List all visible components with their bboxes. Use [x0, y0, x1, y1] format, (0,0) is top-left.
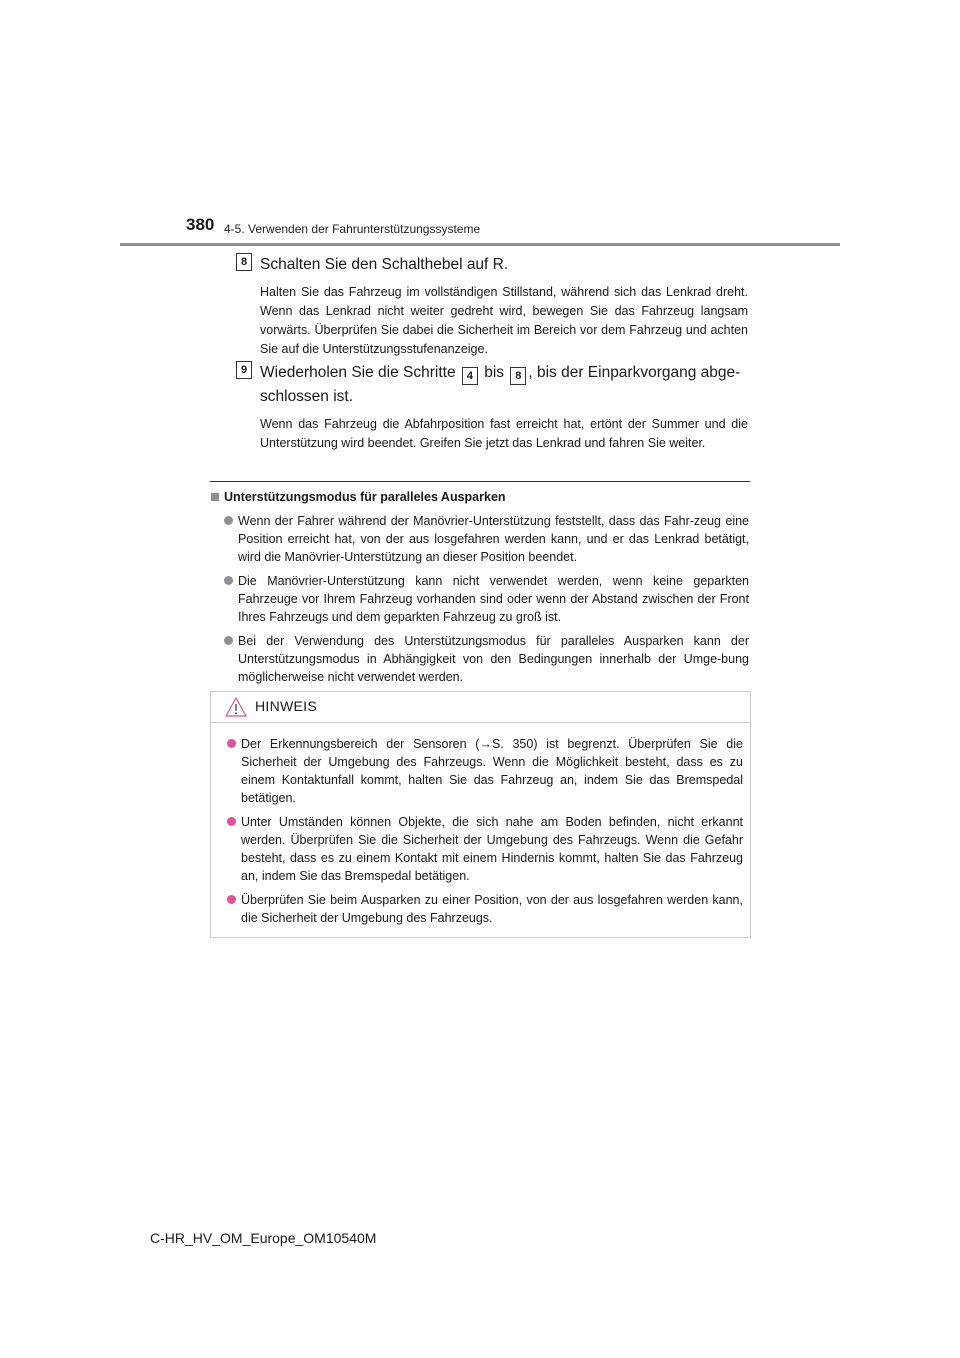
- step-body: Halten Sie das Fahrzeug im vollständigen Stillstand, während sich das Lenkrad dreht. Wenn das Lenkrad nicht weiter gedreht wird, bewegen Sie das Fahrzeug langsam vorwärts. Überprüfen Sie dabei die Sicherheit im Bereich vor dem Fahrzeug und achten Sie auf die Unterstützungsstufenanzeige.: [260, 285, 748, 356]
- bullet-dot-icon: [227, 817, 236, 826]
- section-title: 4-5. Verwenden der Fahrunterstützungssysteme: [224, 222, 481, 236]
- notice-header: [211, 692, 750, 723]
- step-title-part: , bis der Einparkvorgang abge-schlossen ist.: [260, 364, 741, 405]
- section-heading-text: Unterstützungsmodus für paralleles Ausparken: [224, 490, 506, 504]
- header-rule: [120, 243, 840, 246]
- list-item: [224, 512, 749, 566]
- step-title: Schalten Sie den Schalthebel auf R.: [260, 256, 509, 273]
- bullet-dot-icon: [224, 636, 233, 645]
- section-heading: [211, 490, 506, 504]
- list-item-text: Wenn der Fahrer während der Manövrier-Unterstützung feststellt, dass das Fahr-zeug eine Position erreicht hat, von der aus losgefahren werden kann, und er das Lenkrad betätigt, wird die Manövrier-Unterstützung an dieser Position beendet.: [238, 514, 749, 564]
- notice-title: HINWEIS: [255, 698, 317, 714]
- list-item-text: Bei der Verwendung des Unterstützungsmodus für paralleles Ausparken kann der Unterstützungsmodus in Abhängigkeit von den Bedingungen innerhalb der Umge-bung möglicherweise nicht verwendet werden.: [238, 634, 749, 684]
- warning-triangle-icon: [225, 697, 247, 717]
- step-8: [236, 253, 748, 359]
- list-item: [227, 735, 743, 807]
- list-item-text: Der Erkennungsbereich der Sensoren (→S. 350) ist begrenzt. Überprüfen Sie die Sicherheit der Umgebung des Fahrzeugs. Wenn die Möglichkeit besteht, dass es zu einem Kontaktunfall kommt, halten Sie das Fahrzeug an, indem Sie das Bremspedal betätigen.: [241, 737, 743, 805]
- notice-box: [210, 691, 751, 938]
- list-item-text: Unter Umständen können Objekte, die sich nahe am Boden befinden, nicht erkannt werden. Überprüfen Sie die Sicherheit der Umgebung des Fahrzeugs. Wenn die Gefahr besteht, dass es zu einem Kontakt mit einem Hindernis kommt, halten Sie das Fahrzeug an, indem Sie das Bremspedal betätigen.: [241, 815, 743, 883]
- notice-list: [227, 735, 743, 933]
- step-number: 8: [236, 253, 252, 271]
- bullet-dot-icon: [227, 895, 236, 904]
- list-item-text: Die Manövrier-Unterstützung kann nicht verwendet werden, wenn keine geparkten Fahrzeuge vor Ihrem Fahrzeug vorhanden sind oder wenn der Abstand zwischen der Front Ihres Fahrzeugs und dem geparkten Fahrzeug zu groß ist.: [238, 574, 749, 624]
- square-bullet-icon: [211, 493, 219, 501]
- step-reference: 4: [462, 367, 478, 385]
- step-title: [260, 361, 748, 409]
- step-body: Wenn das Fahrzeug die Abfahrposition fast erreicht hat, ertönt der Summer und die Unterstützung wird beendet. Greifen Sie jetzt das Lenkrad und fahren Sie weiter.: [260, 417, 748, 450]
- list-item: [227, 891, 743, 927]
- page-number: 380: [186, 215, 215, 234]
- step-title-part: bis: [484, 364, 505, 381]
- bullet-dot-icon: [227, 739, 236, 748]
- list-item: [227, 813, 743, 885]
- step-title-part: Wiederholen Sie die Schritte: [260, 364, 456, 381]
- section-divider: [210, 481, 750, 482]
- step-reference: 8: [510, 367, 526, 385]
- list-item-text: Überprüfen Sie beim Ausparken zu einer Position, von der aus losgefahren werden kann, die Sicherheit der Umgebung des Fahrzeugs.: [241, 893, 743, 925]
- step-number: 9: [236, 361, 252, 379]
- document-footer: C-HR_HV_OM_Europe_OM10540M: [150, 1230, 377, 1246]
- bullet-dot-icon: [224, 576, 233, 585]
- list-item: [224, 572, 749, 626]
- step-9: [236, 361, 748, 453]
- bullet-dot-icon: [224, 516, 233, 525]
- list-item: [224, 632, 749, 686]
- section-bullet-list: [224, 512, 749, 692]
